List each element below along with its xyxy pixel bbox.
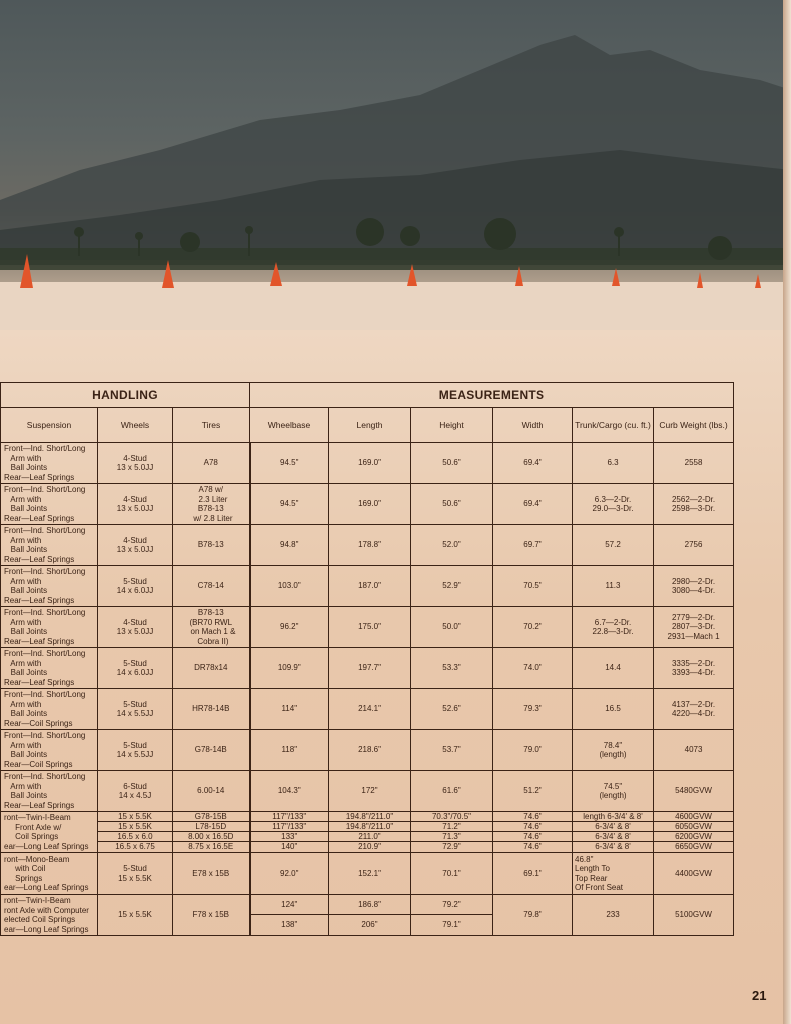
width-cell: 79.3" (493, 689, 573, 730)
tires-cell: B78-13 (173, 525, 250, 566)
length-cell: 172" (329, 771, 411, 812)
suspension-cell: Front—Ind. Short/Long Arm with Ball Joints Rear—Leaf Springs (1, 484, 98, 525)
table-row (1, 730, 734, 771)
curb-weight-cell: 2558 (654, 443, 734, 484)
suspension-cell: Front—Ind. Short/Long Arm with Ball Joints Rear—Coil Springs (1, 689, 98, 730)
height-cell: 50.0" (411, 607, 493, 648)
height-cell: 52.6" (411, 689, 493, 730)
table-row (1, 484, 734, 525)
height-cell: 61.6" (411, 771, 493, 812)
width-cell: 79.0" (493, 730, 573, 771)
length-cell: 169.0" (329, 484, 411, 525)
suspension-col-header: Suspension (1, 408, 98, 443)
suspension-cell: Front—Ind. Short/Long Arm with Ball Joints Rear—Leaf Springs (1, 648, 98, 689)
page-number: 21 (752, 988, 767, 1003)
wheelbase-cell: 103.0" (250, 566, 329, 607)
width-cell: 69.4" (493, 484, 573, 525)
length-cell: 178.8" (329, 525, 411, 566)
height-cell: 52.0" (411, 525, 493, 566)
desert-test-track-photo (0, 0, 791, 380)
trunk-cell: 14.4 (573, 648, 654, 689)
tires-cell: E78 x 15B (173, 853, 250, 895)
suspension-cell: Front—Ind. Short/Long Arm with Ball Joints Rear—Leaf Springs (1, 525, 98, 566)
handling-header: HANDLING (1, 383, 250, 408)
suspension-cell: ront—Twin-I-Beam Front Axle w/ Coil Springs ear—Long Leaf Springs (1, 812, 98, 853)
tires-cell: HR78-14B (173, 689, 250, 730)
width-cell: 74.6" 74.6" 74.6" 74.6" (493, 812, 573, 853)
suspension-cell: ront—Twin-I-Beam ront Axle with Computer elected Coil Springs ear—Long Leaf Springs (1, 895, 98, 936)
length-col-header: Length (329, 408, 411, 443)
wheelbase-cell: 118" (250, 730, 329, 771)
wheels-cell: 4-Stud 13 x 5.0JJ (98, 443, 173, 484)
wheels-cell: 6-Stud 14 x 4.5J (98, 771, 173, 812)
wheels-cell: 5-Stud 14 x 5.5JJ (98, 689, 173, 730)
suspension-cell: Front—Ind. Short/Long Arm with Ball Joints Rear—Leaf Springs (1, 443, 98, 484)
curb-weight-cell: 4600GVW 6050GVW 6200GVW 6650GVW (654, 812, 734, 853)
table-row (1, 648, 734, 689)
height-cell: 53.7" (411, 730, 493, 771)
trunk-cell: 57.2 (573, 525, 654, 566)
tires-cell: 6.00-14 (173, 771, 250, 812)
suspension-cell: ront—Mono-Beam with Coil Springs ear—Long Leaf Springs (1, 853, 98, 895)
curb-weight-cell: 2562—2-Dr. 2598—3-Dr. (654, 484, 734, 525)
wheels-cell: 4-Stud 13 x 5.0JJ (98, 484, 173, 525)
curb-weight-cell: 2756 (654, 525, 734, 566)
wheelbase-cell: 94.5" (250, 443, 329, 484)
length-cell: 197.7" (329, 648, 411, 689)
height-cell: 79.2" 79.1" (411, 895, 493, 936)
curb-weight-cell: 5100GVW (654, 895, 734, 936)
suspension-cell: Front—Ind. Short/Long Arm with Ball Joints Rear—Leaf Springs (1, 607, 98, 648)
height-cell: 70.1" (411, 853, 493, 895)
trunk-cell: 11.3 (573, 566, 654, 607)
tires-cell: A78 w/ 2.3 Liter B78-13 w/ 2.8 Liter (173, 484, 250, 525)
length-cell: 169.0" (329, 443, 411, 484)
curb-weight-cell: 2980—2-Dr. 3080—4-Dr. (654, 566, 734, 607)
length-cell: 194.8"/211.0" 194.8"/211.0" 211.0" 210.9" (329, 812, 411, 853)
curb-weight-cell: 3335—2-Dr. 3393—4-Dr. (654, 648, 734, 689)
wheels-cell: 5-Stud 14 x 5.5JJ (98, 730, 173, 771)
tires-cell: B78-13 (BR70 RWL on Mach 1 & Cobra II) (173, 607, 250, 648)
table-row (1, 525, 734, 566)
wheelbase-cell: 117"/133" 117"/133" 133" 140" (250, 812, 329, 853)
table-row (1, 443, 734, 484)
trunk-cell: 16.5 (573, 689, 654, 730)
trunk-col-header: Trunk/Cargo (cu. ft.) (573, 408, 654, 443)
trunk-cell: 46.8" Length To Top Rear Of Front Seat (573, 853, 654, 895)
height-cell: 70.3"/70.5" 71.2" 71.3" 72.9" (411, 812, 493, 853)
suspension-cell: Front—Ind. Short/Long Arm with Ball Joints Rear—Leaf Springs (1, 566, 98, 607)
height-col-header: Height (411, 408, 493, 443)
wheelbase-cell: 114" (250, 689, 329, 730)
length-cell: 175.0" (329, 607, 411, 648)
width-cell: 69.7" (493, 525, 573, 566)
height-cell: 53.3" (411, 648, 493, 689)
length-cell: 186.8" 206" (329, 895, 411, 936)
trunk-cell: 6.3—2-Dr. 29.0—3-Dr. (573, 484, 654, 525)
height-cell: 50.6" (411, 484, 493, 525)
table-row (1, 771, 734, 812)
wheelbase-cell: 94.8" (250, 525, 329, 566)
curb-weight-cell: 2779—2-Dr. 2807—3-Dr. 2931—Mach 1 (654, 607, 734, 648)
wheels-cell: 5-Stud 14 x 6.0JJ (98, 648, 173, 689)
curb-weight-cell: 4073 (654, 730, 734, 771)
tires-cell: F78 x 15B (173, 895, 250, 936)
table-row (1, 689, 734, 730)
length-cell: 187.0" (329, 566, 411, 607)
wheels-cell: 15 x 5.5K (98, 895, 173, 936)
spec-table (0, 382, 734, 936)
table-row (1, 607, 734, 648)
width-cell: 74.0" (493, 648, 573, 689)
height-cell: 52.9" (411, 566, 493, 607)
curb-weight-cell: 4400GVW (654, 853, 734, 895)
trunk-cell: 74.5" (length) (573, 771, 654, 812)
photo-scene (0, 0, 791, 380)
width-cell: 70.5" (493, 566, 573, 607)
tires-col-header: Tires (173, 408, 250, 443)
wheels-cell: 4-Stud 13 x 5.0JJ (98, 525, 173, 566)
wheels-cell: 15 x 5.5K 15 x 5.5K 16.5 x 6.0 16.5 x 6.75 (98, 812, 173, 853)
tires-cell: DR78x14 (173, 648, 250, 689)
trunk-cell: 78.4" (length) (573, 730, 654, 771)
wheels-cell: 5-Stud 15 x 5.5K (98, 853, 173, 895)
wheelbase-cell: 104.3" (250, 771, 329, 812)
measurements-header: MEASUREMENTS (250, 383, 734, 408)
wheelbase-col-header: Wheelbase (250, 408, 329, 443)
wheelbase-cell: 96.2" (250, 607, 329, 648)
length-cell: 218.6" (329, 730, 411, 771)
trunk-cell: 233 (573, 895, 654, 936)
tires-cell: G78-14B (173, 730, 250, 771)
tires-cell: C78-14 (173, 566, 250, 607)
width-cell: 69.1" (493, 853, 573, 895)
width-col-header: Width (493, 408, 573, 443)
trunk-cell: length 6-3/4' & 8' 6-3/4' & 8' 6-3/4' & 8' 6-3/4' & 8' (573, 812, 654, 853)
length-cell: 214.1" (329, 689, 411, 730)
wheelbase-cell: 124" 138" (250, 895, 329, 936)
wheelbase-cell: 92.0" (250, 853, 329, 895)
wheels-cell: 4-Stud 13 x 5.0JJ (98, 607, 173, 648)
wheels-cell: 5-Stud 14 x 6.0JJ (98, 566, 173, 607)
curb-weight-cell: 5480GVW (654, 771, 734, 812)
table-row (1, 566, 734, 607)
table-row (1, 895, 734, 936)
tires-cell: G78-15B L78-15D 8.00 x 16.5D 8.75 x 16.5E (173, 812, 250, 853)
height-cell: 50.6" (411, 443, 493, 484)
length-cell: 152.1" (329, 853, 411, 895)
trunk-cell: 6.7—2-Dr. 22.8—3-Dr. (573, 607, 654, 648)
treeline (0, 248, 791, 270)
table-row (1, 853, 734, 895)
suspension-cell: Front—Ind. Short/Long Arm with Ball Joints Rear—Coil Springs (1, 730, 98, 771)
width-cell: 51.2" (493, 771, 573, 812)
trunk-cell: 6.3 (573, 443, 654, 484)
tires-cell: A78 (173, 443, 250, 484)
curb-weight-cell: 4137—2-Dr. 4220—4-Dr. (654, 689, 734, 730)
width-cell: 70.2" (493, 607, 573, 648)
width-cell: 69.4" (493, 443, 573, 484)
page-spine (783, 0, 791, 1024)
curb-weight-col-header: Curb Weight (lbs.) (654, 408, 734, 443)
width-cell: 79.8" (493, 895, 573, 936)
wheelbase-cell: 109.9" (250, 648, 329, 689)
wheels-col-header: Wheels (98, 408, 173, 443)
suspension-cell: Front—Ind. Short/Long Arm with Ball Joints Rear—Leaf Springs (1, 771, 98, 812)
wheelbase-cell: 94.5" (250, 484, 329, 525)
table-row (1, 812, 734, 853)
